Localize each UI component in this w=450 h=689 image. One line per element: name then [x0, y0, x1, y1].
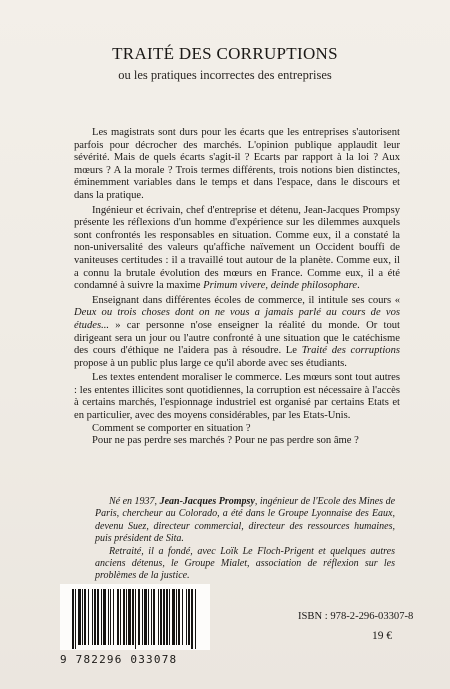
barcode-bar — [123, 589, 125, 645]
barcode-bar — [195, 589, 196, 649]
barcode-bars — [70, 589, 200, 649]
barcode-bar — [153, 589, 155, 645]
barcode-bar — [138, 589, 140, 645]
barcode-bar — [108, 589, 109, 645]
author-bio — [95, 496, 395, 583]
barcode-bar — [163, 589, 165, 645]
barcode-bar — [101, 589, 102, 645]
barcode-bar — [132, 589, 134, 645]
barcode-bar — [128, 589, 131, 645]
barcode-bar — [103, 589, 106, 645]
barcode-bar — [176, 589, 177, 645]
barcode-bar — [182, 589, 183, 645]
barcode-bar — [92, 589, 93, 645]
barcode-bar — [126, 589, 127, 645]
barcode-bar — [97, 589, 99, 645]
barcode-bar — [84, 589, 86, 645]
barcode-digits: 9 782296 033078 — [60, 653, 178, 666]
barcode-bar — [191, 589, 193, 649]
book-reference: Traité des corruptions — [301, 345, 400, 357]
bio-paragraph-2: Retraité, il a fondé, avec Loïk Le Floch-Prigent et quelques autres anciens détenus, le Groupe Mialet, association de réflexion sur les problèmes de la justice. — [95, 545, 395, 582]
barcode-bar — [75, 589, 76, 649]
book-title: TRAITÉ DES CORRUPTIONS — [112, 44, 338, 63]
blurb-paragraph-5: Comment se comporter en situation ? — [92, 422, 251, 434]
barcode-bar — [117, 589, 119, 645]
blurb-paragraph-1: Les magistrats sont durs pour les écarts que les entreprises s'autorisent parfois pour décrocher des marchés. L'opinion publique applaudit leur sévérité. Mais de quels écarts s'agit-il ? Ecarts par rapport à la loi ? Aux mœurs ? A la morale ? Trois termes différents, trois notions bien distinctes, éminemment variables dans le temps et dans l'espace, dans le discours et dans la pratique. — [74, 127, 400, 201]
author-name: Jean-Jacques Prompsy — [159, 496, 255, 507]
bio-paragraph-1: Né en 1937, Jean-Jacques Prompsy, ingénieur de l'Ecole des Mines de Paris, chercheur au Colorado, a été dans le Groupe Lyonnaise des Eaux, devenu Suez, directeur commercial, directeur des ressources humaines, puis président de Sita. — [95, 496, 396, 545]
barcode-bar — [148, 589, 149, 645]
barcode-bar — [169, 589, 170, 645]
barcode — [60, 584, 210, 666]
latin-maxim: Primum vivere, deinde philosophare — [203, 280, 358, 292]
barcode-bar — [110, 589, 111, 645]
price: 19 € — [372, 630, 393, 642]
barcode-bar — [160, 589, 162, 645]
barcode-bar — [188, 589, 190, 645]
barcode-bar — [166, 589, 168, 645]
barcode-bar — [72, 589, 74, 649]
barcode-bar — [82, 589, 83, 645]
barcode-bar — [120, 589, 121, 645]
barcode-bar — [113, 589, 114, 645]
barcode-bar — [186, 589, 187, 645]
barcode-bar — [142, 589, 143, 645]
barcode-bar — [178, 589, 180, 645]
barcode-bar — [94, 589, 96, 645]
barcode-bar — [151, 589, 152, 645]
blurb — [74, 127, 400, 448]
blurb-paragraph-4: Les textes entendent moraliser le commerce. Les mœurs sont tout autres : les ententes illicites sont quotidiennes, la corruption est nécessaire à l'accès à certains marchés, l'espionnage industriel est organisé par certains Etats et en particulier, avec des moyens considérables, par les Etats-Unis. — [74, 372, 400, 422]
blurb-paragraph-6: Pour ne pas perdre ses marchés ? Pour ne pas perdre son âme ? — [92, 435, 359, 447]
barcode-bar — [172, 589, 175, 645]
barcode-bar — [144, 589, 147, 645]
isbn: ISBN : 978-2-296-03307-8 — [298, 611, 414, 622]
barcode-bar — [78, 589, 81, 645]
barcode-bar — [88, 589, 89, 645]
book-subtitle: ou les pratiques incorrectes des entreprises — [118, 68, 332, 82]
barcode-bar — [158, 589, 159, 645]
barcode-bar — [135, 589, 136, 649]
blurb-paragraph-2: Ingénieur et écrivain, chef d'entreprise et détenu, Jean-Jacques Prompsy présente les réflexions d'un homme d'expérience sur les dilemmes auxquels sont confrontés les responsables en situation. Comme eux, il a constaté la non-universalité des valeurs qu'affiche naïvement un Occident bouffi de vaniteuses certitudes : il a travaillé tout autour de la planète. Comme eux, il a connu la brutale évolution des mœurs en France. Comme eux, il a été condamné à suivre la maxime Primum vivere, deinde philosophare. — [74, 204, 400, 292]
course-title: Deux ou trois choses dont on ne vous a jamais parlé au cours de vos études... — [74, 307, 400, 331]
blurb-paragraph-3: Enseignant dans différentes écoles de commerce, il intitule ses cours « Deux ou trois choses dont on ne vous a jamais parlé au cours de vos études... » car personne n'ose enseigner la réalité du monde. Or tout dirigeant sera un jour ou l'autre confronté à une situation que le catéchisme des cours d'éthique ne l'aidera pas à résoudre. Le Traité des corruptions propose à un public plus large ce qu'il aborde avec ses étudiants. — [74, 294, 400, 369]
